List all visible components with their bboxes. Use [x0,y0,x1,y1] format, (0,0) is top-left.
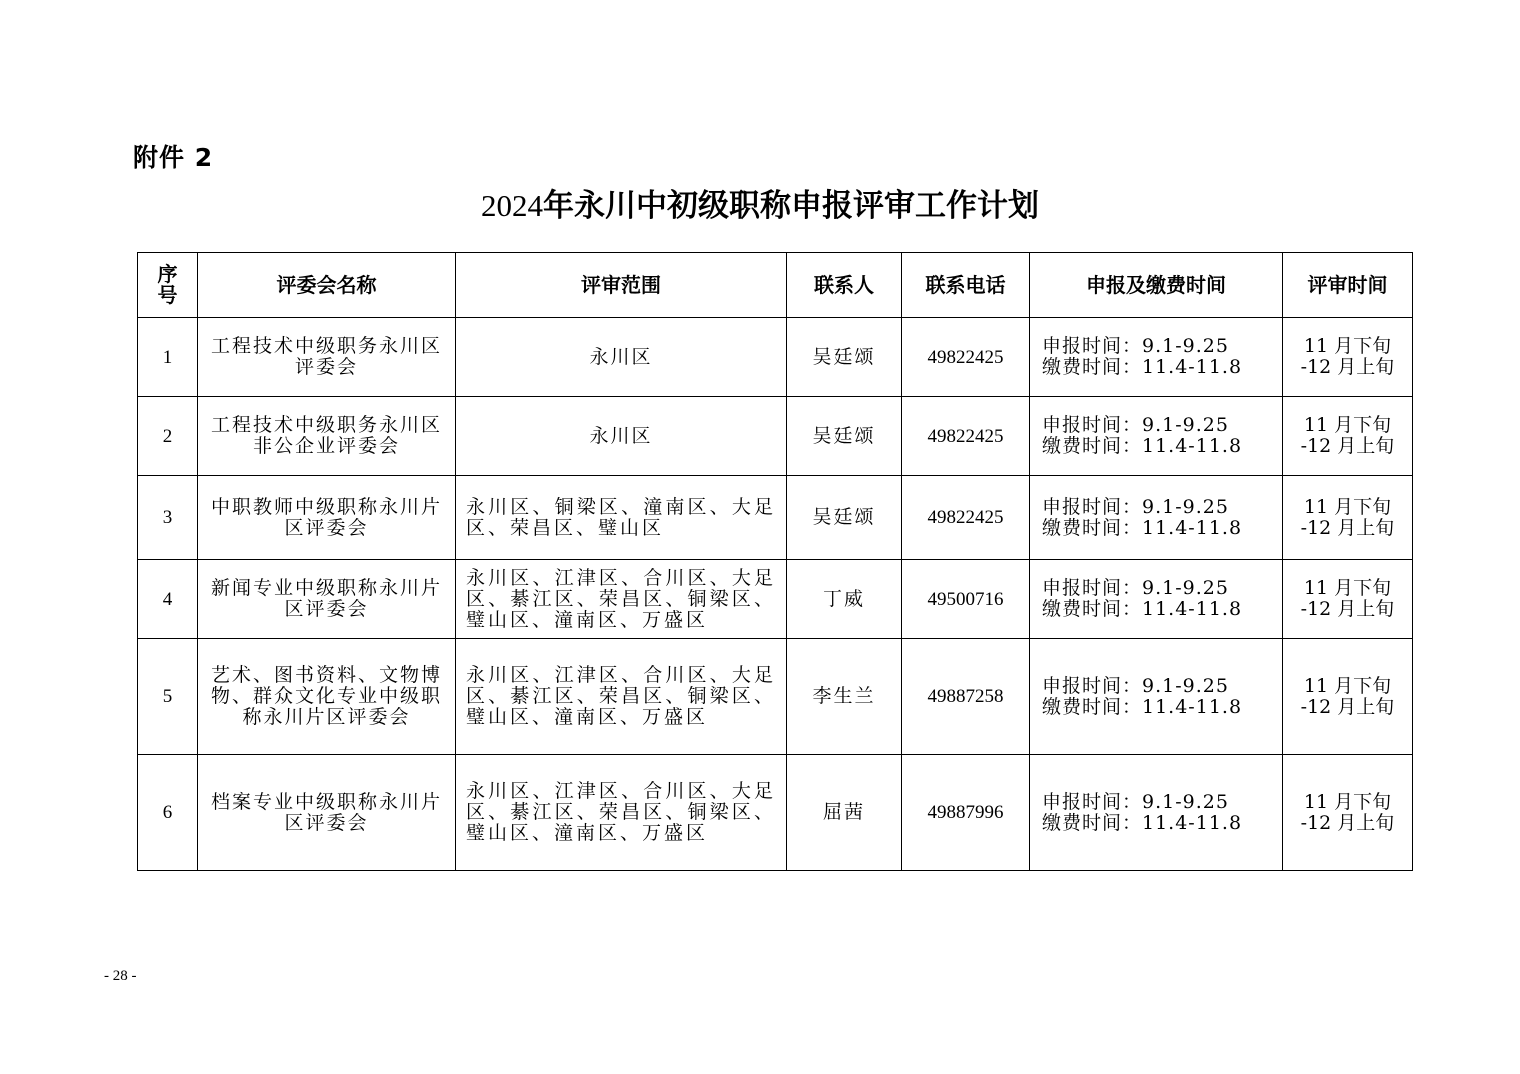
row-review-line2: -12 月上旬 [1300,811,1395,834]
row-pay-time: 缴费时间：11.4-11.8 [1042,516,1243,539]
table-row [138,755,1413,871]
row-seq: 6 [138,755,198,871]
row-phone: 49887258 [902,639,1030,755]
row-review-line1: 11 月下旬 [1303,335,1392,357]
row-review-line2: -12 月上旬 [1300,516,1395,539]
title-text: 年永川中初级职称申报评审工作计划 [543,188,1039,224]
row-contact: 丁威 [787,560,902,639]
row-apply-time: 申报时间：9.1-9.25 [1042,495,1229,518]
row-pay-time: 缴费时间：11.4-11.8 [1042,695,1243,718]
header-seq-line2: 号 [157,283,178,307]
row-committee: 中职教师中级职称永川片区评委会 [198,476,456,560]
document-title [0,180,1520,225]
header-review-time: 评审时间 [1283,253,1413,318]
row-committee: 档案专业中级职称永川片区评委会 [198,755,456,871]
header-scope: 评审范围 [456,253,787,318]
row-scope: 永川区、江津区、合川区、大足区、綦江区、荣昌区、铜梁区、璧山区、潼南区、万盛区 [456,639,787,755]
row-committee: 新闻专业中级职称永川片区评委会 [198,560,456,639]
row-seq: 4 [138,560,198,639]
row-apply-time: 申报时间：9.1-9.25 [1042,674,1229,697]
row-schedule [1030,318,1283,397]
header-committee: 评委会名称 [198,253,456,318]
row-scope: 永川区、铜梁区、潼南区、大足区、荣昌区、璧山区 [456,476,787,560]
row-apply-time: 申报时间：9.1-9.25 [1042,414,1229,436]
table-row [138,476,1413,560]
row-review-line2: -12 月上旬 [1300,435,1395,457]
row-committee: 工程技术中级职务永川区非公企业评委会 [198,397,456,476]
table-row [138,397,1413,476]
row-scope: 永川区、江津区、合川区、大足区、綦江区、荣昌区、铜梁区、璧山区、潼南区、万盛区 [456,560,787,639]
table-row [138,318,1413,397]
row-review-time [1283,560,1413,639]
table-row [138,560,1413,639]
row-contact: 李生兰 [787,639,902,755]
row-review-time [1283,639,1413,755]
row-apply-time: 申报时间：9.1-9.25 [1042,790,1229,813]
attachment-label: 附件 2 [133,143,214,172]
row-review-line2: -12 月上旬 [1300,598,1395,620]
row-schedule [1030,397,1283,476]
header-phone: 联系电话 [902,253,1030,318]
row-contact: 吴廷颂 [787,476,902,560]
row-seq: 2 [138,397,198,476]
row-contact: 吴廷颂 [787,318,902,397]
table-header-row [138,253,1413,318]
row-phone: 49887996 [902,755,1030,871]
row-review-line1: 11 月下旬 [1303,790,1392,813]
row-review-line2: -12 月上旬 [1300,695,1395,718]
table-row [138,639,1413,755]
row-review-line2: -12 月上旬 [1300,356,1395,378]
row-phone: 49500716 [902,560,1030,639]
row-pay-time: 缴费时间：11.4-11.8 [1042,598,1243,620]
row-phone: 49822425 [902,397,1030,476]
row-phone: 49822425 [902,318,1030,397]
row-contact: 吴廷颂 [787,397,902,476]
row-seq: 3 [138,476,198,560]
row-scope: 永川区 [456,397,787,476]
row-pay-time: 缴费时间：11.4-11.8 [1042,811,1243,834]
row-review-time [1283,397,1413,476]
row-review-time [1283,755,1413,871]
row-schedule [1030,560,1283,639]
row-review-time [1283,476,1413,560]
row-seq: 5 [138,639,198,755]
row-scope: 永川区、江津区、合川区、大足区、綦江区、荣昌区、铜梁区、璧山区、潼南区、万盛区 [456,755,787,871]
header-seq-line1: 序 [157,262,178,286]
row-review-line1: 11 月下旬 [1303,414,1392,436]
row-review-line1: 11 月下旬 [1303,674,1392,697]
row-pay-time: 缴费时间：11.4-11.8 [1042,435,1243,457]
title-year: 2024 [481,188,543,223]
row-schedule [1030,755,1283,871]
row-apply-time: 申报时间：9.1-9.25 [1042,335,1229,357]
row-committee: 艺术、图书资料、文物博物、群众文化专业中级职称永川片区评委会 [198,639,456,755]
review-plan-table [137,252,1413,871]
header-seq [138,253,198,318]
row-review-line1: 11 月下旬 [1303,495,1392,518]
header-schedule: 申报及缴费时间 [1030,253,1283,318]
row-contact: 屈茜 [787,755,902,871]
row-committee: 工程技术中级职务永川区评委会 [198,318,456,397]
row-pay-time: 缴费时间：11.4-11.8 [1042,356,1243,378]
row-phone: 49822425 [902,476,1030,560]
header-contact: 联系人 [787,253,902,318]
row-seq: 1 [138,318,198,397]
row-review-time [1283,318,1413,397]
row-apply-time: 申报时间：9.1-9.25 [1042,577,1229,599]
row-scope: 永川区 [456,318,787,397]
row-schedule [1030,639,1283,755]
row-review-line1: 11 月下旬 [1303,577,1392,599]
page-number: - 28 - [104,968,137,984]
row-schedule [1030,476,1283,560]
